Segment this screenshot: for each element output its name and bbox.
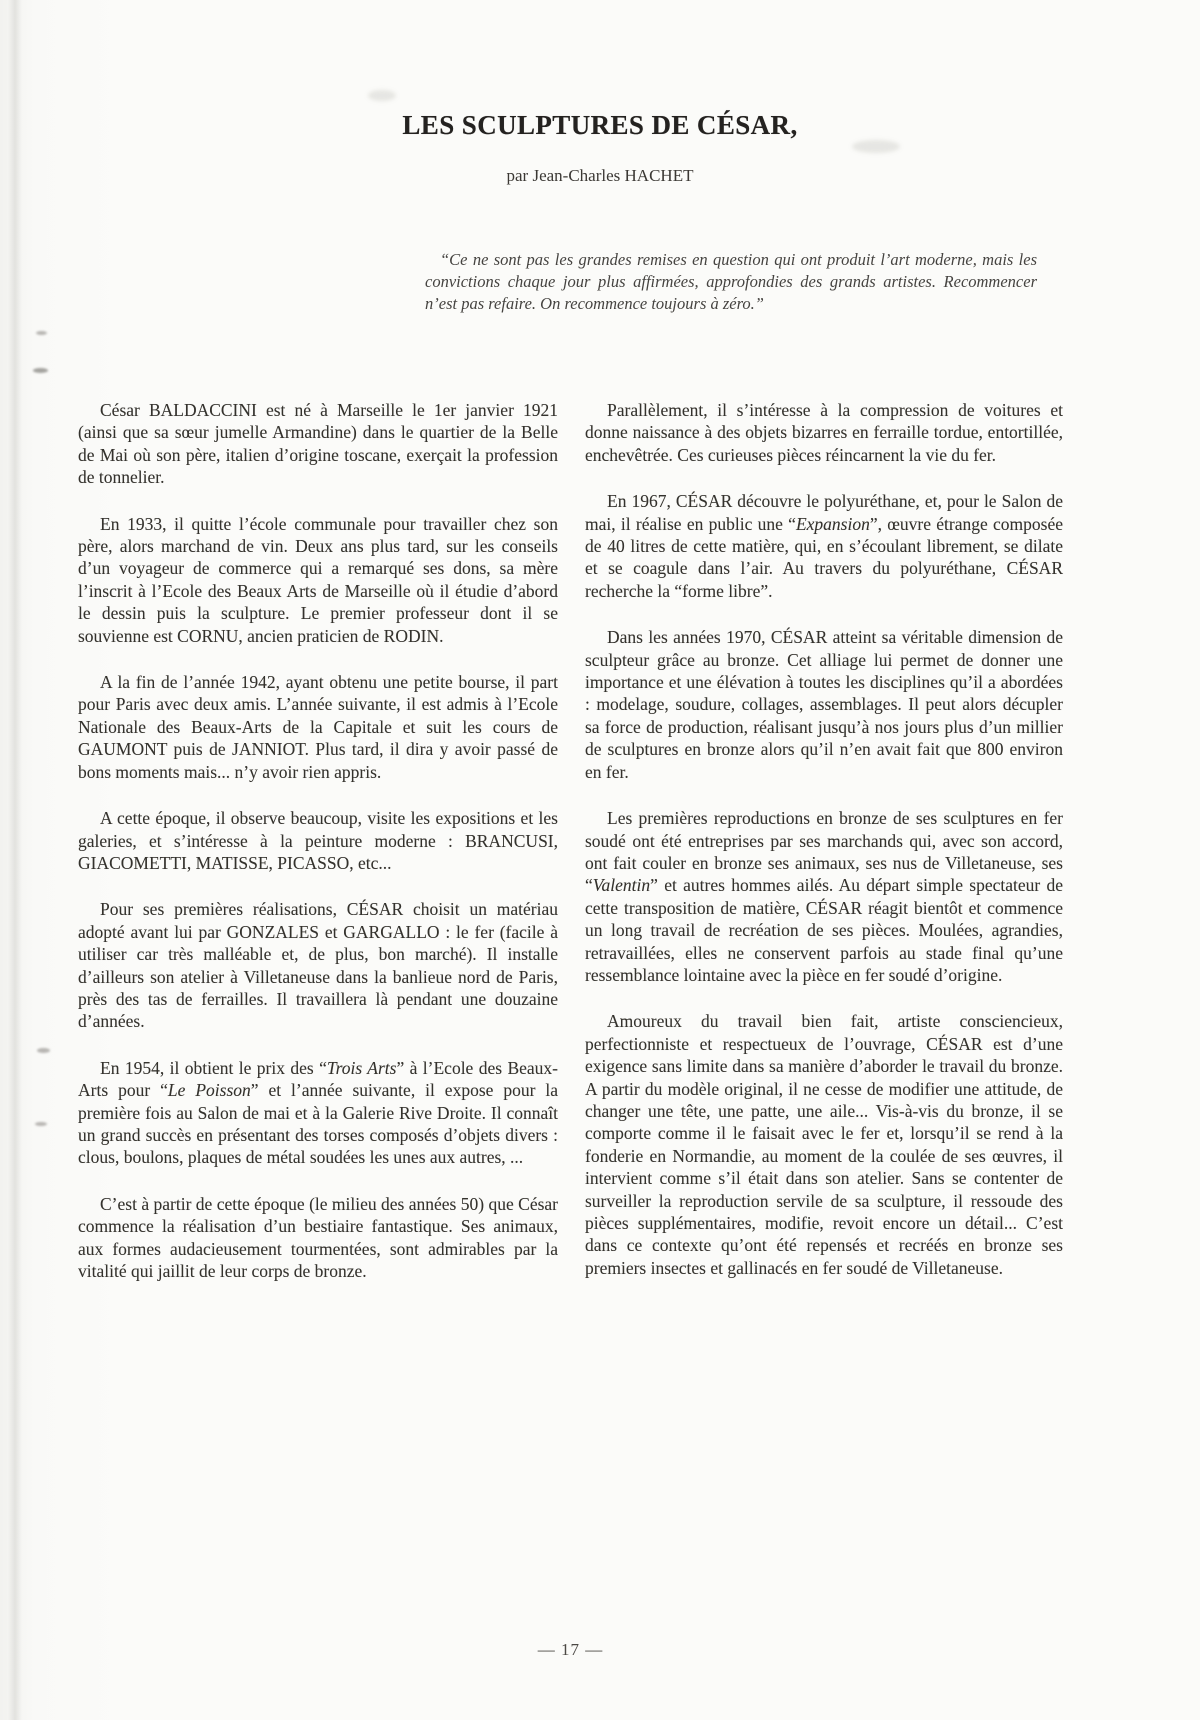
- scan-artifact: [36, 331, 47, 335]
- paragraph: Parallèlement, il s’intéresse à la compression de voitures et donne naissance à des objets bizarres en ferraille tordue, entortillée, enchevêtrée. Ces curieuses pièces réincarnent la vie du fer.: [585, 400, 1063, 465]
- scan-artifact: [37, 1048, 50, 1053]
- paragraph: En 1967, CÉSAR découvre le polyuréthane, et, pour le Salon de mai, il réalise en public une “Expansion”, œuvre étrange composée de 40 litres de cette matière, qui, en s’écoulant librement, se dilate et se coagule dans l’air. Au travers du polyuréthane, CÉSAR recherche la “forme libre”.: [585, 491, 1063, 601]
- paragraph: Les premières reproductions en bronze de ses sculptures en fer soudé ont été entreprises par ses marchands qui, avec son accord, ont fait couler en bronze ses animaux, ses nus de Villetaneuse, ses “Valentin” et autres hommes ailés. Au départ simple spectateur de cette transposition de matière, CÉSAR réagit bientôt et commence un long travail de recréation de ses pièces. Moulées, agrandies, retravaillées, elles ne conservent parfois au stade final qu’une ressemblance lointaine avec la pièce en fer soudé d’origine.: [585, 808, 1063, 985]
- paragraph: César BALDACCINI est né à Marseille le 1er janvier 1921 (ainsi que sa sœur jumelle Armandine) dans le quartier de la Belle de Mai où son père, italien d’origine toscane, exerçait la profession de tonnelier.: [78, 400, 558, 488]
- paragraph: Dans les années 1970, CÉSAR atteint sa véritable dimension de sculpteur grâce au bronze. Cet alliage lui permet de donner une importance et une élévation à toutes les disciplines qu’il a abordées : modelage, soudure, collages, assemblages. Il peut alors décupler sa force de production, réalisant jusqu’à nos jours plus d’un millier de sculptures en bronze alors qu’il n’en avait fait que 800 environ en fer.: [585, 627, 1063, 782]
- article-byline: par Jean-Charles HACHET: [506, 166, 694, 185]
- paragraph: En 1933, il quitte l’école communale pour travailler chez son père, alors marchand de vin. Deux ans plus tard, sur les conseils d’un voyageur de commerce qui a remarqué ses dons, sa mère l’inscrit à l’Ecole des Beaux Arts de Marseille où il étudie d’abord le dessin puis la sculpture. Le premier professeur dont il se souvienne est CORNU, ancien praticien de RODIN.: [78, 513, 558, 646]
- scan-artifact: [33, 368, 48, 373]
- scan-artifact: [35, 1122, 47, 1126]
- page-number: — 17 —: [537, 1640, 604, 1659]
- article-body: [78, 399, 1200, 1282]
- epigraph-quote: “Ce ne sont pas les grandes remises en question qui ont produit l’art moderne, mais les convictions chaque jour plus affirmées, approfondies des grands artistes. Recommencer n’est pas refaire. On recommence toujours à zéro.”: [425, 250, 1037, 313]
- paragraph: En 1954, il obtient le prix des “Trois Arts” à l’Ecole des Beaux-Arts pour “Le Poisson” et l’année suivante, il expose pour la première fois au Salon de mai et à la Galerie Rive Droite. Il connaît un grand succès en présentant des torses composés d’objets divers : clous, boulons, plaques de métal soudées les unes aux autres, ...: [78, 1057, 559, 1168]
- scan-crease: [8, 0, 22, 1720]
- paragraph: Amoureux du travail bien fait, artiste consciencieux, perfectionniste et respectueux de l’ouvrage, CÉSAR est d’une exigence sans limite dans sa manière d’aborder le travail du bronze. A partir du modèle original, il ne cesse de modifier une attitude, de changer une tête, une patte, une aile... Vis-à-vis du bronze, il se comporte comme il le faisait avec le fer et, lorsqu’il se rend à la fonderie en Normandie, au moment de la coulée de ses œuvres, il intervient comme s’il était dans son atelier. Sans se contenter de surveiller la reproduction servile de sa sculpture, il ressoude des pièces supplémentaires, modifie, revoit encore un détail... C’est dans ce contexte qu’ont été repensés et recréés en bronze ses premiers insectes et gallinacés en fer soudé de Villetaneuse.: [585, 1011, 1063, 1278]
- paragraph: C’est à partir de cette époque (le milieu des années 50) que César commence la réalisation d’un bestiaire fantastique. Ses animaux, aux formes audacieusement tourmentées, sont admirables par la vitalité qui jaillit de leur corps de bronze.: [78, 1193, 558, 1281]
- scan-artifact: [852, 140, 900, 153]
- paragraph: Pour ses premières réalisations, CÉSAR choisit un matériau adopté avant lui par GONZALES et GARGALLO : le fer (facile à utiliser car très malléable et, de plus, bon marché). Il installe d’ailleurs son atelier à Villetaneuse dans la banlieue nord de Paris, près des tas de ferrailles. Il travaillera là pendant une douzaine d’années.: [78, 899, 558, 1032]
- column-left: [78, 399, 558, 1282]
- scan-artifact: [368, 90, 396, 101]
- article-title: LES SCULPTURES DE CÉSAR,: [402, 110, 798, 140]
- paragraph: A cette époque, il observe beaucoup, visite les expositions et les galeries, et s’intéresse à la peinture moderne : BRANCUSI, GIACOMETTI, MATISSE, PICASSO, etc...: [78, 808, 558, 873]
- paragraph: A la fin de l’année 1942, ayant obtenu une petite bourse, il part pour Paris avec deux amis. L’année suivante, il est admis à l’Ecole Nationale des Beaux-Arts de la Capitale et suit les cours de GAUMONT puis de JANNIOT. Plus tard, il dira y avoir passé de bons moments mais... n’y avoir rien appris.: [78, 672, 558, 782]
- column-right: [585, 399, 1063, 1282]
